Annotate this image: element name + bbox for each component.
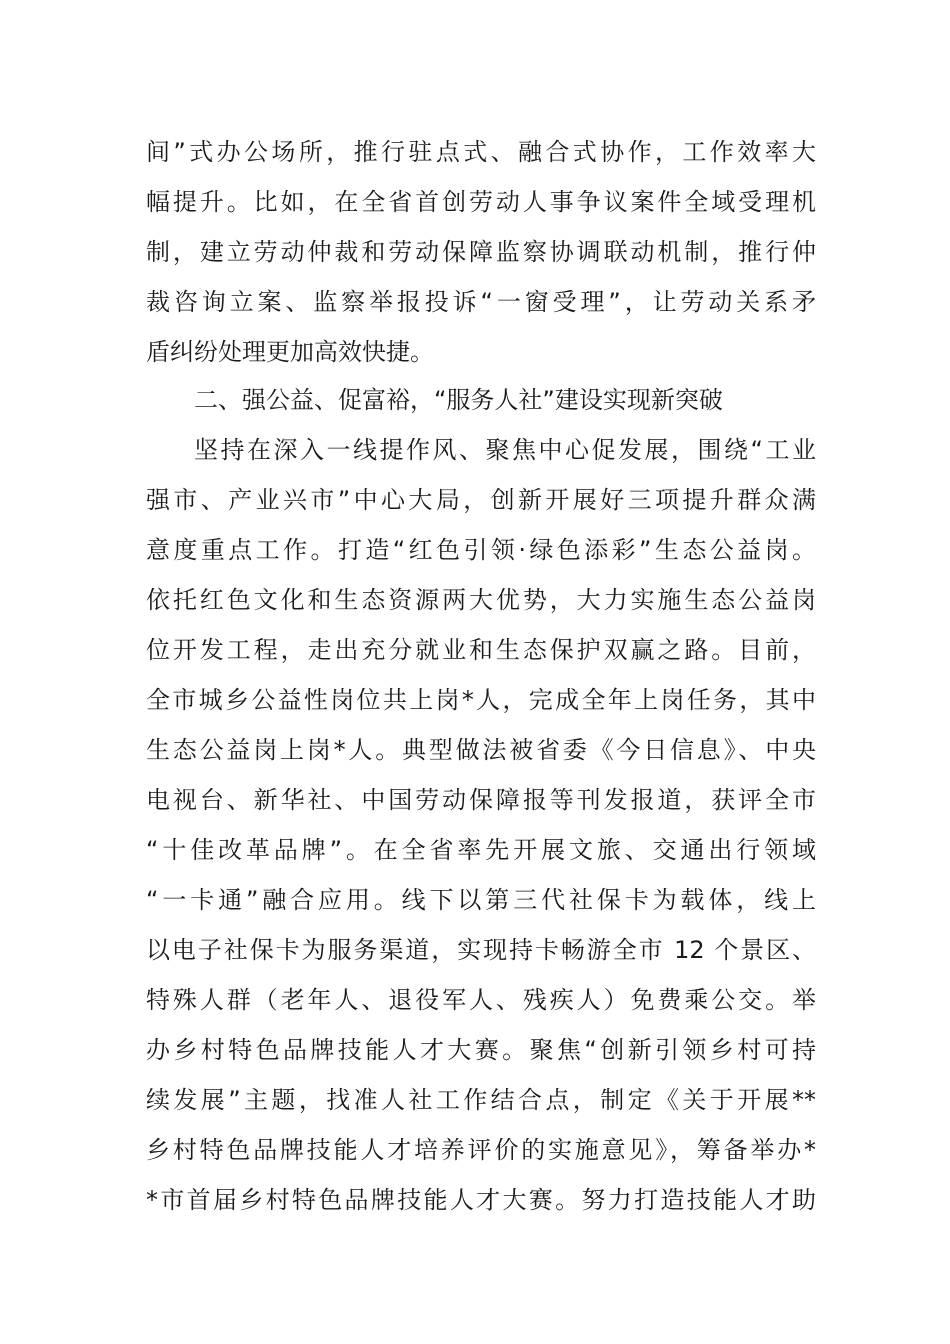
paragraph-line-2: 幅提升。比如，在全省首创劳动人事争议案件全域受理机	[146, 188, 816, 216]
paragraph-line-13: 生态公益岗上岗*人。典型做法被省委《今日信息》、中央	[146, 736, 816, 764]
paragraph-line-16: “一卡通”融合应用。线下以第三代社保卡为载体，线上	[146, 886, 816, 914]
paragraph-line-22: *市首届乡村特色品牌技能人才大赛。努力打造技能人才助	[146, 1186, 816, 1214]
paragraph-line-7: 坚持在深入一线提作风、聚焦中心促发展，围绕“工业	[194, 436, 816, 464]
paragraph-line-18: 特殊人群（老年人、退役军人、残疾人）免费乘公交。举	[146, 986, 816, 1014]
paragraph-line-4: 裁咨询立案、监察举报投诉“一窗受理”，让劳动关系矛	[146, 288, 816, 316]
paragraph-line-9: 意度重点工作。打造“红色引领·绿色添彩”生态公益岗。	[146, 536, 816, 564]
paragraph-line-15: “十佳改革品牌”。在全省率先开展文旅、交通出行领域	[146, 836, 816, 864]
paragraph-line-1: 间”式办公场所，推行驻点式、融合式协作，工作效率大	[146, 138, 816, 166]
paragraph-line-17: 以电子社保卡为服务渠道，实现持卡畅游全市 12 个景区、	[146, 936, 816, 964]
paragraph-line-20: 续发展”主题，找准人社工作结合点，制定《关于开展**	[146, 1086, 816, 1114]
paragraph-line-12: 全市城乡公益性岗位共上岗*人，完成全年上岗任务，其中	[146, 686, 816, 714]
section-heading: 二、强公益、促富裕，“服务人社”建设实现新突破	[194, 386, 723, 414]
paragraph-line-10: 依托红色文化和生态资源两大优势，大力实施生态公益岗	[146, 586, 816, 614]
paragraph-line-14: 电视台、新华社、中国劳动保障报等刊发报道，获评全市	[146, 786, 816, 814]
paragraph-line-8: 强市、产业兴市”中心大局，创新开展好三项提升群众满	[146, 486, 816, 514]
paragraph-line-21: 乡村特色品牌技能人才培养评价的实施意见》，筹备举办*	[146, 1136, 816, 1164]
paragraph-line-19: 办乡村特色品牌技能人才大赛。聚焦“创新引领乡村可持	[146, 1036, 816, 1064]
paragraph-line-5: 盾纠纷处理更加高效快捷。	[146, 338, 434, 366]
paragraph-line-3: 制，建立劳动仲裁和劳动保障监察协调联动机制，推行仲	[146, 238, 816, 266]
paragraph-line-11: 位开发工程，走出充分就业和生态保护双赢之路。目前，	[146, 636, 816, 664]
